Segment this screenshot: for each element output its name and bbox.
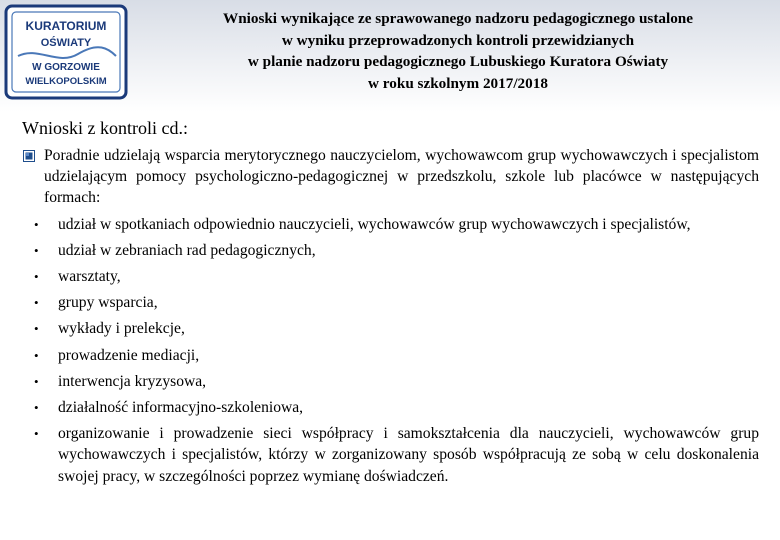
list-item-text: interwencja kryzysowa, [58, 372, 207, 390]
title-line-1: Wnioski wynikające ze sprawowanego nadzoru pedagogicznego ustalone [223, 10, 693, 27]
list-item [34, 266, 759, 287]
logo-line-1: KURATORIUM [25, 19, 107, 33]
list-item-text: udział w spotkaniach odpowiednio nauczycieli, wychowawców grup wychowawczych i specjalistów, [58, 215, 691, 233]
bullet-symbol: • [34, 216, 39, 232]
title-line-4: w roku szkolnym 2017/2018 [368, 74, 548, 92]
list-item-text: organizowanie i prowadzenie sieci współpracy i samokształcenia dla nauczycieli, wychowawców grup wychowawczych i specjalistów, którzy w zorganizowany sposób współpracują ze sobą w celu doskonalenia swojej pracy, w szczególności poprzez wymianę doświadczeń. [58, 425, 759, 485]
bullet-symbol: • [34, 321, 39, 337]
bullet-symbol: • [34, 347, 39, 363]
list-item [34, 423, 759, 487]
bullet-symbol: • [34, 242, 39, 258]
bullet-symbol: • [34, 426, 39, 442]
page-title [158, 8, 758, 94]
list-item-text: grupy wsparcia, [58, 294, 158, 312]
list-item-text: udział w zebraniach rad pedagogicznych, [58, 241, 316, 259]
intro-paragraph [44, 145, 759, 209]
list-item [34, 318, 759, 339]
bullet-list [0, 214, 780, 487]
intro-text: Poradnie udzielają wsparcia merytorycznego nauczycielom, wychowawcom grup wychowawczych i specjalistom udzielającym pomocy psychologiczno-pedagogicznej w przedszkolu, szkole lub placówce w następujących formach: [44, 147, 759, 207]
bullet-symbol: • [34, 295, 39, 311]
list-item-text: prowadzenie mediacji, [58, 346, 200, 364]
checkbox-bullet-icon [23, 150, 35, 162]
list-item [34, 397, 759, 418]
list-item [34, 214, 759, 235]
section-title: Wnioski z kontroli cd.: [22, 118, 188, 138]
logo-line-2: OŚWIATY [40, 37, 92, 49]
title-line-3: w planie nadzoru pedagogicznego Lubuskiego Kuratora Oświaty [247, 53, 669, 71]
list-item [34, 345, 759, 366]
list-item-text: warsztaty, [58, 268, 121, 286]
kuratorium-logo [4, 4, 128, 100]
bullet-symbol: • [34, 400, 39, 416]
list-item [34, 240, 759, 261]
list-item [34, 371, 759, 392]
bullet-symbol: • [34, 269, 39, 285]
list-item-text: działalność informacyjno-szkoleniowa, [58, 399, 304, 417]
bullet-symbol: • [34, 373, 39, 389]
content-body [0, 145, 780, 487]
title-line-2: w wyniku przeprowadzonych kontroli przewidzianych [281, 31, 635, 49]
list-item-text: wykłady i prelekcje, [58, 320, 185, 338]
list-item [34, 292, 759, 313]
logo-line-4: WIELKOPOLSKIM [25, 76, 107, 87]
logo-line-3: W GORZOWIE [32, 62, 100, 73]
